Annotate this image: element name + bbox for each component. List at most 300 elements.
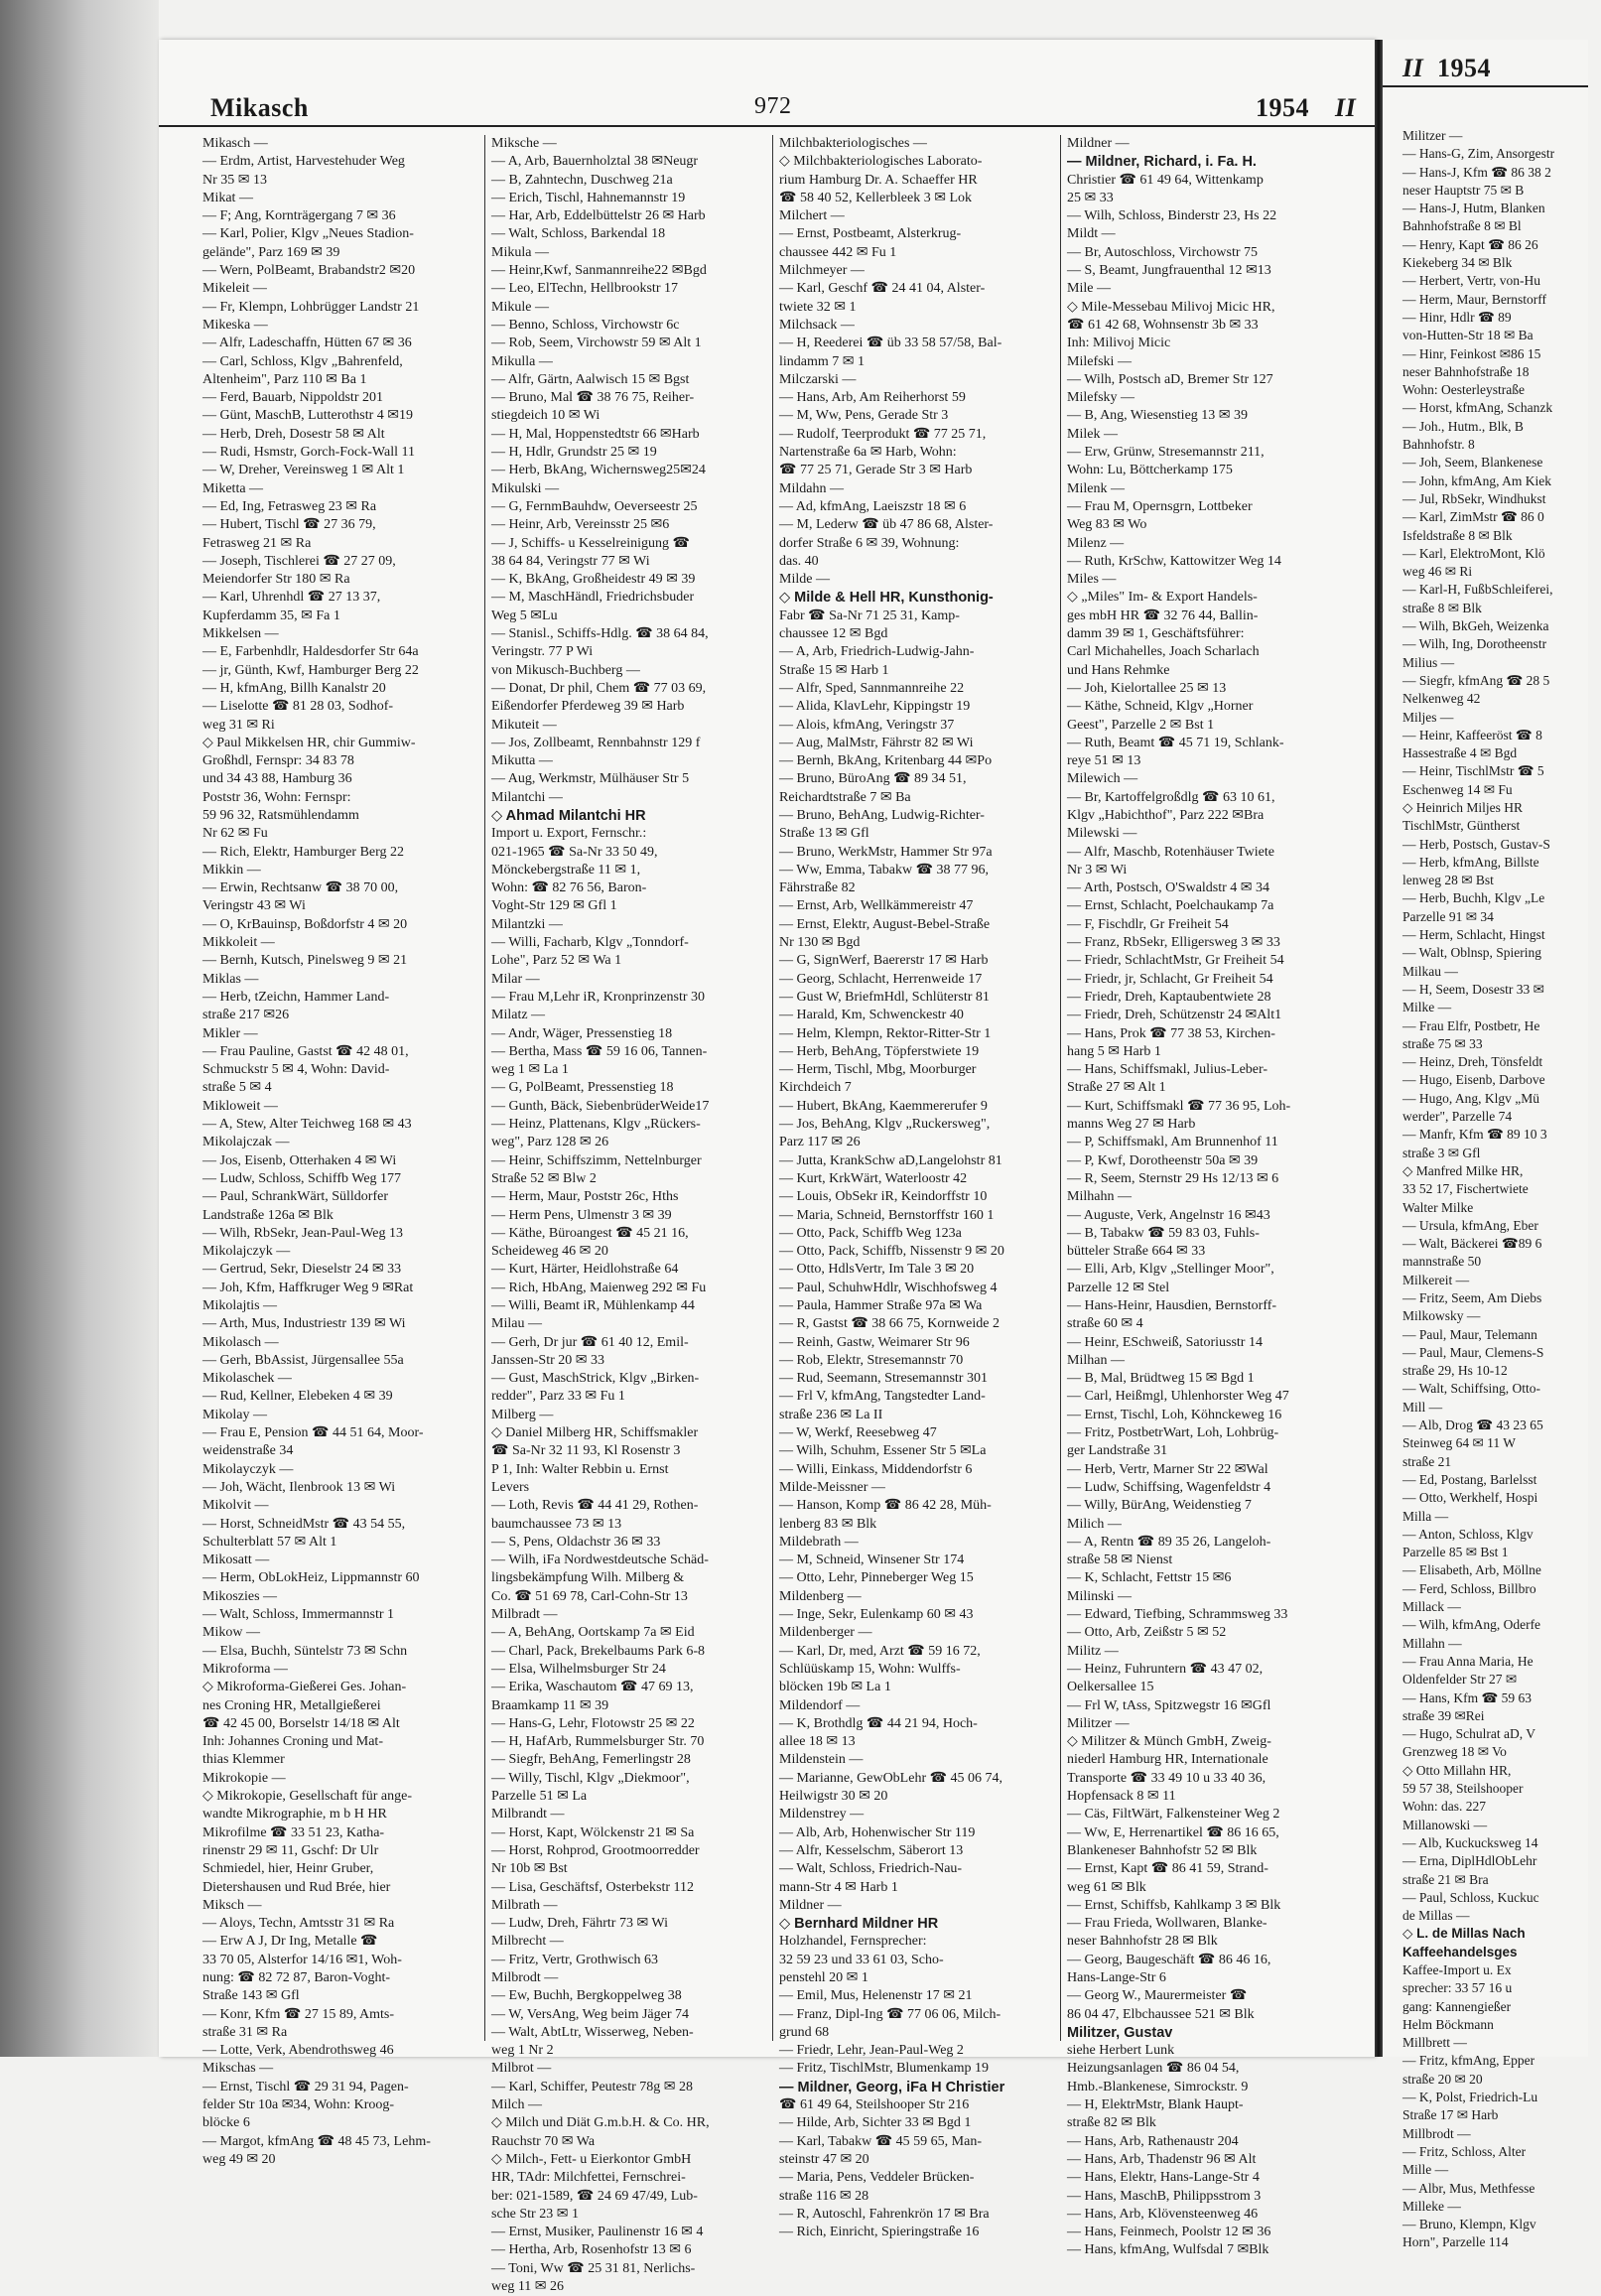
entry-line: Straße 15 ✉ Harb 1: [779, 662, 889, 678]
next-entry-line: — Ursula, kfmAng, Eber: [1402, 1217, 1538, 1233]
entry-line: Milbrodt —: [491, 1969, 559, 1985]
entry-line: Milek —: [1067, 426, 1118, 442]
next-entry-line: Milleke —: [1402, 2198, 1461, 2214]
next-entry-line: Wohn: das. 227: [1402, 1799, 1487, 1815]
entry-line: lenberg 83 ✉ Blk: [779, 1516, 877, 1532]
entry-line: — Käthe, Schneid, Klgv „Horner: [1067, 699, 1254, 715]
entry-line: — Friedr, Lehr, Jean-Paul-Weg 2: [779, 2043, 964, 2059]
entry-line: Fetrasweg 21 ✉ Ra: [202, 535, 312, 551]
next-entry-line: Millahn —: [1402, 1635, 1462, 1651]
entry-line: — A, BehAng, Oortskamp 7a ✉ Eid: [491, 1625, 695, 1641]
entry-line: — Inge, Sekr, Eulenkamp 60 ✉ 43: [779, 1607, 974, 1623]
entry-line: Milde —: [779, 572, 830, 588]
next-entry-line: — Frau Elfr, Postbetr, He: [1402, 1017, 1540, 1033]
entry-line: Mikolasch —: [202, 1334, 279, 1350]
next-entry-line: — Karl, ZimMstr ☎ 86 0: [1402, 509, 1544, 525]
entry-line: — Ludw, Schiffsing, Wagenfeldstr 4: [1067, 1479, 1271, 1495]
entry-line: Braamkamp 11 ✉ 39: [491, 1697, 609, 1713]
entry-line: — Alb, Arb, Hohenwischer Str 119: [779, 1824, 976, 1840]
entry-line: — Ed, Ing, Fetrasweg 23 ✉ Ra: [202, 498, 377, 514]
entry-line: — Georg, Baugeschäft ☎ 86 46 16,: [1067, 1952, 1271, 1967]
entry-line: Landstraße 126a ✉ Blk: [202, 1207, 334, 1223]
entry-line: — Br, Autoschloss, Virchowstr 75: [1067, 244, 1259, 260]
next-entry-line: straße 29, Hs 10-12: [1402, 1363, 1508, 1379]
next-year-label: 1954: [1437, 54, 1491, 82]
entry-line: — Rudi, Hsmstr, Gorch-Fock-Wall 11: [202, 445, 415, 461]
entry-line: — K, BkAng, Großheidestr 49 ✉ 39: [491, 572, 696, 588]
entry-line: Straße 13 ✉ Gfl: [779, 826, 869, 842]
entry-line: — Karl, Polier, Klgv „Neues Stadion-: [202, 226, 414, 242]
entry-line: — Fritz, TischlMstr, Blumenkamp 19: [779, 2061, 990, 2077]
next-entry-line: Militzer —: [1402, 128, 1463, 143]
next-entry-line: ◇ Heinrich Miljes HR: [1402, 799, 1523, 815]
entry-line: rium Hamburg Dr. A. Schaeffer HR: [779, 172, 978, 188]
column-3: [772, 135, 1060, 2240]
entry-line: 32 59 23 und 33 61 03, Scho-: [779, 1952, 944, 1967]
entry-line: straße 82 ✉ Blk: [1067, 2115, 1156, 2131]
entry-line: — Harald, Km, Schwenckestr 40: [779, 1008, 964, 1023]
entry-line: Miksch —: [202, 1897, 262, 1913]
entry-line: Mikule —: [491, 299, 549, 315]
entry-line: Lohe", Parz 52 ✉ Wa 1: [491, 953, 622, 969]
entry-line: — Friedr, SchlachtMstr, Gr Freiheit 54: [1067, 953, 1284, 969]
entry-line: sche Str 23 ✉ 1: [491, 2206, 579, 2222]
entry-line: Veringstr. 77 P Wi: [491, 644, 594, 660]
entry-line: 33 70 05, Alsterfor 14/16 ✉1, Woh-: [202, 1952, 402, 1967]
entry-line: — Frl W, tAss, Spitzwegstr 16 ✉Gfl: [1067, 1697, 1271, 1713]
next-entry-line: TischlMstr, Güntherst: [1402, 818, 1521, 834]
next-entry-line: — Horst, kfmAng, Schanzk: [1402, 400, 1553, 416]
entry-line: — H, ElektrMstr, Blank Haupt-: [1067, 2097, 1244, 2113]
entry-line: — Willi, Facharb, Klgv „Tonndorf-: [491, 935, 689, 951]
entry-line: — Stanisl., Schiffs-Hdlg. ☎ 38 64 84,: [491, 626, 709, 642]
entry-line: — K, Brothdlg ☎ 44 21 94, Hoch-: [779, 1715, 978, 1731]
next-entry-line: Milkereit —: [1402, 1272, 1470, 1287]
entry-line: Nr 10b ✉ Bst: [491, 1861, 568, 1877]
next-entry-line: Parzelle 91 ✉ 34: [1402, 908, 1494, 924]
entry-line: Milhan —: [1067, 1352, 1125, 1368]
entry-line: — Har, Arb, Eddelbüttelstr 26 ✉ Harb: [491, 208, 706, 224]
entry-line: — Emil, Mus, Helenenstr 17 ✉ 21: [779, 1988, 973, 2004]
next-entry-line: Millanowski —: [1402, 1817, 1488, 1832]
entry-line: — Lisa, Geschäftsf, Osterbekstr 112: [491, 1879, 694, 1895]
entry-line: Milchsack —: [779, 317, 855, 333]
entry-line: Milantzki —: [491, 916, 563, 932]
entry-line: — Jutta, KrankSchw aD,Langelohstr 81: [779, 1152, 1002, 1168]
entry-line: — Wilh, iFa Nordwestdeutsche Schäd-: [491, 1553, 709, 1568]
entry-line: Rauchstr 70 ✉ Wa: [491, 2133, 596, 2149]
entry-line: Milewski —: [1067, 826, 1137, 842]
entry-line: hang 5 ✉ Harb 1: [1067, 1043, 1161, 1059]
entry-line: — Elsa, Wilhelmsburger Str 24: [491, 1661, 666, 1677]
entry-line: — Horst, Rohprod, Grootmoorredder: [491, 1842, 700, 1858]
entry-line: — Benno, Schloss, Virchowstr 6c: [491, 317, 680, 333]
entry-line: — J, Schiffs- u Kesselreinigung ☎: [491, 535, 690, 551]
next-entry-line: — Walt, Oblnsp, Spiering: [1402, 945, 1542, 961]
entry-line: Altenheim", Parz 110 ✉ Ba 1: [202, 371, 367, 387]
entry-line: twiete 32 ✉ 1: [779, 299, 857, 315]
next-entry-line: ◇ L. de Millas Nach: [1402, 1926, 1526, 1942]
entry-line: wandte Mikrographie, m b H HR: [202, 1807, 387, 1823]
entry-line: ◇ Daniel Milberg HR, Schiffsmakler: [491, 1425, 699, 1441]
entry-line: — Otto, Arb, Zeißstr 5 ✉ 52: [1067, 1625, 1227, 1641]
entry-line: — Otto, Pack, Schiffb, Nissenstr 9 ✉ 20: [779, 1244, 1004, 1260]
entry-line: — Aug, MalMstr, Fährstr 82 ✉ Wi: [779, 735, 974, 750]
entry-line: Parzelle 51 ✉ La: [491, 1789, 588, 1805]
entry-line: — Hans, Elektr, Hans-Lange-Str 4: [1067, 2170, 1260, 2186]
entry-line: blöcke 6: [202, 2115, 250, 2131]
entry-line: — Frau M, Opernsgrn, Lottbeker: [1067, 498, 1253, 514]
entry-line: — W, Dreher, Vereinsweg 1 ✉ Alt 1: [202, 463, 405, 478]
entry-line: ◇ „Miles" Im- & Export Handels-: [1067, 590, 1258, 606]
entry-line: — Alfr, Ladeschaffn, Hütten 67 ✉ 36: [202, 336, 412, 351]
entry-line: siehe Herbert Lunk: [1067, 2043, 1175, 2059]
entry-line: Parzelle 12 ✉ Stel: [1067, 1280, 1170, 1295]
entry-line: — Ernst, Schiffsb, Kahlkamp 3 ✉ Blk: [1067, 1897, 1281, 1913]
next-entry-line: — K, Polst, Friedrich-Lu: [1402, 2090, 1538, 2105]
entry-line: — R, Gastst ☎ 38 66 75, Kornweide 2: [779, 1316, 1000, 1332]
entry-line: Mikolajtis —: [202, 1298, 278, 1313]
next-entry-line: mannstraße 50: [1402, 1254, 1482, 1270]
entry-line: — Friedr, Dreh, Kaptaubentwiete 28: [1067, 989, 1271, 1005]
next-entry-line: — Joh, Seem, Blankenese: [1402, 455, 1543, 471]
next-entry-line: straße 8 ✉ Blk: [1402, 600, 1482, 615]
next-entry-line: werder", Parzelle 74: [1402, 1109, 1513, 1125]
next-entry-line: — Heinz, Dreh, Tönsfeldt: [1402, 1054, 1543, 1070]
entry-line: — B, Tabakw ☎ 59 83 03, Fuhls-: [1067, 1225, 1260, 1241]
entry-line: Miklas —: [202, 971, 259, 987]
entry-line: Milenk —: [1067, 480, 1125, 496]
entry-line: — Bruno, BehAng, Ludwig-Richter-: [779, 807, 985, 823]
entry-line: — Andr, Wäger, Pressenstieg 18: [491, 1025, 673, 1041]
entry-line: Mikrokopie —: [202, 1770, 286, 1786]
entry-line: — Wern, PolBeamt, Brabandstr2 ✉20: [202, 263, 416, 279]
entry-line: Mikulski —: [491, 480, 560, 496]
entry-line: manns Weg 27 ✉ Harb: [1067, 1117, 1196, 1133]
next-entry-line: von-Hutten-Str 18 ✉ Ba: [1402, 328, 1534, 343]
entry-line: weg 31 ✉ Ri: [202, 717, 275, 733]
entry-line: straße 60 ✉ 4: [1067, 1316, 1143, 1332]
next-entry-line: Milkau —: [1402, 963, 1458, 979]
entry-line: — Mildner, Georg, iFa H Christier: [779, 2079, 1005, 2095]
entry-line: und Hans Rehmke: [1067, 662, 1170, 678]
entry-line: — Helm, Klempn, Rektor-Ritter-Str 1: [779, 1025, 992, 1041]
entry-line: Holzhandel, Fernsprecher:: [779, 1934, 927, 1950]
entry-line: — Paula, Hammer Straße 97a ✉ Wa: [779, 1298, 983, 1313]
entry-line: Straße 52 ✉ Blw 2: [491, 1170, 597, 1186]
entry-line: Mikolay —: [202, 1407, 267, 1422]
next-header-rule: [1383, 85, 1588, 87]
entry-line: — A, Stew, Alter Teichweg 168 ✉ 43: [202, 1117, 412, 1133]
entry-line: 38 64 84, Veringstr 77 ✉ Wi: [491, 553, 650, 569]
entry-line: gelände", Parz 169 ✉ 39: [202, 244, 340, 260]
entry-line: Geest", Parzelle 2 ✉ Bst 1: [1067, 717, 1215, 733]
entry-line: — Herm Pens, Ulmenstr 3 ✉ 39: [491, 1207, 672, 1223]
entry-line: Milar —: [491, 971, 540, 987]
entry-line: — A, Rentn ☎ 89 35 26, Langeloh-: [1067, 1534, 1271, 1550]
entry-line: redder", Parz 33 ✉ Fu 1: [491, 1389, 625, 1405]
entry-line: — Ad, kfmAng, Laeiszstr 18 ✉ 6: [779, 498, 967, 514]
next-entry-line: Bahnhofstr. 8: [1402, 437, 1475, 453]
entry-line: — Jos, BehAng, Klgv „Ruckersweg",: [779, 1117, 991, 1133]
entry-line: — Erdm, Artist, Harvestehuder Weg: [202, 154, 405, 170]
entry-line: Fabr ☎ Sa-Nr 71 25 31, Kamp-: [779, 608, 960, 623]
entry-line: — Bertha, Mass ☎ 59 16 06, Tannen-: [491, 1043, 708, 1059]
entry-line: — Ernst, Kapt ☎ 86 41 59, Strand-: [1067, 1861, 1268, 1877]
entry-line: — Br, Kartoffelgroßdlg ☎ 63 10 61,: [1067, 789, 1275, 805]
entry-line: — Hans, kfmAng, Wulfsdal 7 ✉Blk: [1067, 2242, 1269, 2258]
entry-line: Kupferdamm 35, ✉ Fa 1: [202, 608, 340, 623]
entry-line: straße 217 ✉26: [202, 1008, 290, 1023]
next-entry-line: — Herm, Schlacht, Hingst: [1402, 927, 1545, 943]
entry-line: thias Klemmer: [202, 1752, 285, 1768]
entry-line: — Leo, ElTechn, Hellbrookstr 17: [491, 281, 678, 297]
entry-line: Milich —: [1067, 1516, 1122, 1532]
next-entry-line: — Hinr, Feinkost ✉86 15: [1402, 345, 1541, 361]
entry-line: Milantchi —: [491, 789, 563, 805]
entry-line: — Bernh, Kutsch, Pinelsweg 9 ✉ 21: [202, 953, 408, 969]
entry-line: Weg 5 ✉Lu: [491, 608, 558, 623]
next-entry-line: — Walt, Schiffsing, Otto-: [1402, 1381, 1541, 1397]
entry-line: ☎ 58 40 52, Kellerbleek 3 ✉ Lok: [779, 190, 973, 205]
entry-line: — Ernst, Schlacht, Poelchaukamp 7a: [1067, 898, 1274, 914]
next-entry-line: — Frau Anna Maria, He: [1402, 1653, 1534, 1669]
entry-line: — Günt, MaschB, Lutterothstr 4 ✉19: [202, 408, 413, 424]
next-entry-line: — John, kfmAng, Am Kiek: [1402, 473, 1551, 488]
entry-line: — Jos, Eisenb, Otterhaken 4 ✉ Wi: [202, 1152, 397, 1168]
entry-line: rinenstr 29 ✉ 11, Gschf: Dr Ulr: [202, 1842, 379, 1858]
next-entry-line: Kaffeehandelsges: [1402, 1944, 1518, 1959]
entry-line: — Bernh, BkAng, Kritenbarg 44 ✉Po: [779, 753, 993, 769]
entry-line: — Karl, Schiffer, Peutestr 78g ✉ 28: [491, 2079, 693, 2094]
entry-line: straße 58 ✉ Nienst: [1067, 1553, 1173, 1568]
next-entry-line: — Hinr, Hdlr ☎ 89: [1402, 309, 1512, 325]
entry-line: — H, HafArb, Rummelsburger Str. 70: [491, 1734, 705, 1750]
entry-line: Milbradt —: [491, 1607, 558, 1623]
entry-line: ger Landstraße 31: [1067, 1443, 1168, 1459]
entry-line: Milch —: [491, 2097, 542, 2113]
next-entry-line: — Herm, Maur, Bernstorff: [1402, 291, 1547, 307]
entry-line: — Otto, HdlsVertr, Im Tale 3 ✉ 20: [779, 1262, 975, 1278]
entry-line: von Mikusch-Buchberg —: [491, 662, 640, 678]
entry-line: — Joh, Kielortallee 25 ✉ 13: [1067, 680, 1227, 696]
entry-line: — Arth, Mus, Industriestr 139 ✉ Wi: [202, 1316, 406, 1332]
entry-line: — Edward, Tiefbing, Schrammsweg 33: [1067, 1607, 1288, 1623]
entry-line: Inh: Johannes Croning und Mat-: [202, 1734, 383, 1750]
entry-line: — Franz, Dipl-Ing ☎ 77 06 06, Milch-: [779, 2006, 1001, 2022]
entry-line: Mikolajczyk —: [202, 1244, 291, 1260]
entry-line: Heilwigstr 30 ✉ 20: [779, 1789, 888, 1805]
entry-line: — Ludw, Schloss, Schiffb Weg 177: [202, 1170, 402, 1186]
entry-line: — Rud, Seemann, Stresemannstr 301: [779, 1371, 988, 1387]
entry-line: Schmiedel, hier, Heinr Gruber,: [202, 1861, 374, 1877]
entry-line: Hopfensack 8 ✉ 11: [1067, 1789, 1176, 1805]
entry-line: Straße 27 ✉ Alt 1: [1067, 1080, 1166, 1096]
entry-line: Mikosatt —: [202, 1553, 270, 1568]
entry-line: — Aloys, Techn, Amtsstr 31 ✉ Ra: [202, 1916, 395, 1932]
entry-line: Milbrath —: [491, 1897, 558, 1913]
entry-line: Janssen-Str 20 ✉ 33: [491, 1352, 605, 1368]
next-entry-line: — Jul, RbSekr, Windhukst: [1402, 490, 1546, 506]
entry-line: Mikkelsen —: [202, 626, 279, 642]
entry-line: Mikoszies —: [202, 1588, 278, 1604]
next-entry-line: Milkowsky —: [1402, 1308, 1481, 1324]
entry-line: — Loth, Revis ☎ 44 41 29, Rothen-: [491, 1498, 699, 1514]
entry-line: Milbrecht —: [491, 1934, 564, 1950]
entry-line: — Paul, SchrankWärt, Sülldorfer: [202, 1189, 389, 1205]
entry-line: — Hilde, Arb, Sichter 33 ✉ Bgd 1: [779, 2115, 972, 2131]
entry-line: — Hubert, Tischl ☎ 27 36 79,: [202, 517, 376, 533]
next-entry-line: — Heinr, Kaffeeröst ☎ 8: [1402, 727, 1542, 743]
entry-line: Großhdl, Fernspr: 34 83 78: [202, 753, 354, 769]
next-entry-line: — Paul, Maur, Clemens-S: [1402, 1344, 1544, 1360]
next-entry-line: lenweg 28 ✉ Bst: [1402, 873, 1494, 888]
entry-line: Milchbakteriologisches —: [779, 136, 927, 151]
next-entry-line: Kiekeberg 34 ✉ Blk: [1402, 255, 1513, 271]
entry-line: allee 18 ✉ 13: [779, 1734, 856, 1750]
entry-line: — Karl, Uhrenhdl ☎ 27 13 37,: [202, 590, 381, 606]
next-entry-line: — Fritz, kfmAng, Epper: [1402, 2053, 1535, 2069]
entry-line: — Liselotte ☎ 81 28 03, Sodhof-: [202, 699, 394, 715]
entry-line: weidenstraße 34: [202, 1443, 294, 1459]
entry-line: — Herb, BehAng, Töpferstwiete 19: [779, 1043, 980, 1059]
entry-line: Mikeleit —: [202, 281, 267, 297]
entry-line: Milinski —: [1067, 1588, 1132, 1604]
entry-line: ◇ Mile-Messebau Milivoj Micic HR,: [1067, 299, 1275, 315]
next-entry-line: — Hugo, Ang, Klgv „Mü: [1402, 1090, 1539, 1106]
entry-line: — S, Pens, Oldachstr 36 ✉ 33: [491, 1534, 661, 1550]
entry-line: — Rob, Elektr, Stresemannstr 70: [779, 1352, 964, 1368]
entry-line: — B, Zahntechn, Duschweg 21a: [491, 172, 673, 188]
entry-line: Transporte ☎ 33 49 10 u 33 40 36,: [1067, 1770, 1267, 1786]
entry-line: Mildt —: [1067, 226, 1116, 242]
entry-line: — Friedr, Dreh, Schützenstr 24 ✉Alt1: [1067, 1008, 1282, 1023]
entry-line: — Alfr, Sped, Sannmannreihe 22: [779, 680, 965, 696]
entry-line: 021-1965 ☎ Sa-Nr 33 50 49,: [491, 844, 658, 860]
entry-line: lindamm 7 ✉ 1: [779, 353, 866, 369]
entry-line: Meiendorfer Str 180 ✉ Ra: [202, 572, 350, 588]
entry-line: — Rob, Seem, Virchowstr 59 ✉ Alt 1: [491, 336, 702, 351]
entry-line: Hans-Lange-Str 6: [1067, 1969, 1166, 1985]
next-entry-line: — Manfr, Kfm ☎ 89 10 3: [1402, 1127, 1547, 1143]
entry-line: — Maria, Schneid, Bernstorffstr 160 1: [779, 1207, 995, 1223]
entry-line: — Rich, Einricht, Spieringstraße 16: [779, 2225, 980, 2240]
next-entry-line: — Hans-J, Hutm, Blanken: [1402, 201, 1545, 216]
entry-line: Miles —: [1067, 572, 1117, 588]
entry-line: — Mildner, Richard, i. Fa. H.: [1067, 154, 1257, 171]
entry-line: — Wilh, Schloss, Binderstr 23, Hs 22: [1067, 208, 1277, 224]
entry-line: — Herm, Maur, Poststr 26c, Hths: [491, 1189, 679, 1205]
entry-line: Blankeneser Bahnhofstr 52 ✉ Blk: [1067, 1842, 1258, 1858]
next-volume-label: II: [1402, 54, 1424, 82]
entry-line: felder Str 10a ✉34, Wohn: Kroog-: [202, 2097, 395, 2113]
entry-line: Wohn: Lu, Böttcherkamp 175: [1067, 463, 1233, 478]
entry-line: Mile —: [1067, 281, 1111, 297]
entry-line: Militzer, Gustav: [1067, 2024, 1173, 2041]
entry-line: Mildebrath —: [779, 1534, 859, 1550]
entry-line: Mikschas —: [202, 2061, 274, 2077]
entry-line: — Kurt, Härter, Heidlohstraße 64: [491, 1262, 679, 1278]
next-entry-line: de Millas —: [1402, 1908, 1470, 1924]
entry-line: — Frau E, Pension ☎ 44 51 64, Moor-: [202, 1425, 424, 1441]
directory-page: [159, 40, 1375, 2295]
entry-line: Nr 130 ✉ Bgd: [779, 935, 861, 951]
entry-line: Mikler —: [202, 1025, 258, 1041]
next-entry-line: — Heinr, TischlMstr ☎ 5: [1402, 763, 1544, 779]
entry-line: Milatz —: [491, 1008, 546, 1023]
entry-line: — Heinr, Arb, Vereinsstr 25 ✉6: [491, 517, 670, 533]
next-entry-line: Millbrett —: [1402, 2035, 1467, 2051]
next-entry-line: straße 39 ✉Rei: [1402, 1707, 1485, 1723]
next-entry-line: — Elisabeth, Arb, Möllne: [1402, 1562, 1541, 1578]
entry-line: Milhahn —: [1067, 1189, 1132, 1205]
entry-line: Kirchdeich 7: [779, 1080, 852, 1096]
entry-line: — H, kfmAng, Billh Kanalstr 20: [202, 680, 386, 696]
entry-line: weg 1 Nr 2: [491, 2043, 554, 2059]
next-entry-line: Straße 17 ✉ Harb: [1402, 2107, 1499, 2123]
next-entry-line: — Bruno, Klempn, Klgv: [1402, 2217, 1536, 2232]
entry-line: — G, SignWerf, Baererstr 17 ✉ Harb: [779, 953, 989, 969]
entry-line: Mikat —: [202, 190, 253, 205]
next-entry-line: — Wilh, BkGeh, Weizenka: [1402, 618, 1549, 634]
entry-line: — Frau Frieda, Wollwaren, Blanke-: [1067, 1916, 1267, 1932]
entry-line: Schmuckstr 5 ✉ 4, Wohn: David-: [202, 1062, 390, 1078]
entry-line: — Frau M,Lehr iR, Kronprinzenstr 30: [491, 989, 706, 1005]
entry-line: Hmb.-Blankenese, Simrockstr. 9: [1067, 2079, 1249, 2094]
entry-line: — Paul, SchuhwHdlr, Wischhofsweg 4: [779, 1280, 998, 1295]
entry-line: — Bruno, Mal ☎ 38 76 75, Reiher-: [491, 390, 695, 406]
entry-line: — Franz, RbSekr, Elligersweg 3 ✉ 33: [1067, 935, 1280, 951]
entry-line: niederl Hamburg HR, Internationale: [1067, 1752, 1268, 1768]
entry-line: — Cäs, FiltWärt, Falkensteiner Weg 2: [1067, 1807, 1280, 1823]
next-entry-line: Helm Böckmann: [1402, 2016, 1494, 2032]
entry-line: Heizungsanlagen ☎ 86 04 54,: [1067, 2061, 1240, 2077]
next-entry-line: — Herbert, Vertr, von-Hu: [1402, 273, 1541, 289]
next-entry-line: gang: Kannengießer: [1402, 1998, 1512, 2014]
entry-line: — O, KrBauinsp, Boßdorfstr 4 ✉ 20: [202, 916, 408, 932]
entry-line: Milenz —: [1067, 535, 1125, 551]
next-entry-line: Millack —: [1402, 1599, 1461, 1615]
entry-line: — Donat, Dr phil, Chem ☎ 77 03 69,: [491, 680, 707, 696]
entry-line: Schulterblatt 57 ✉ Alt 1: [202, 1534, 337, 1550]
entry-line: — Herm, Tischl, Mbg, Moorburger: [779, 1062, 977, 1078]
next-entry-line: straße 75 ✉ 33: [1402, 1035, 1483, 1051]
entry-line: — M, Schneid, Winsener Str 174: [779, 1553, 965, 1568]
entry-line: — H, Mal, Hoppenstedtstr 66 ✉Harb: [491, 426, 700, 442]
entry-line: — F; Ang, Kornträgergang 7 ✉ 36: [202, 208, 396, 224]
entry-line: — Erika, Waschautom ☎ 47 69 13,: [491, 1680, 694, 1695]
next-entry-line: — Hugo, Schulrat aD, V: [1402, 1726, 1535, 1742]
entry-line: — Marianne, GewObLehr ☎ 45 06 74,: [779, 1770, 1003, 1786]
next-entry-line: — Paul, Maur, Telemann: [1402, 1326, 1537, 1342]
entry-line: Weg 83 ✉ Wo: [1067, 517, 1147, 533]
entry-line: dorfer Straße 6 ✉ 39, Wohnung:: [779, 535, 960, 551]
entry-line: — S, Beamt, Jungfrauenthal 12 ✉13: [1067, 263, 1271, 279]
entry-line: ◇ Milch und Diät G.m.b.H. & Co. HR,: [491, 2115, 710, 2131]
column-2: [484, 135, 772, 2295]
entry-line: — Ernst, Musiker, Paulinenstr 16 ✉ 4: [491, 2225, 704, 2240]
next-entry-line: straße 20 ✉ 20: [1402, 2071, 1483, 2087]
next-entry-line: Mille —: [1402, 2162, 1449, 2178]
entry-line: — Karl, Geschf ☎ 24 41 04, Alster-: [779, 281, 986, 297]
next-entry-line: Oldenfelder Str 27 ✉: [1402, 1672, 1518, 1688]
next-entry-line: — Alb, Kuckucksweg 14: [1402, 1834, 1538, 1850]
next-entry-line: — Ed, Postang, Barlelsst: [1402, 1471, 1537, 1487]
entry-line: Scheideweg 46 ✉ 20: [491, 1244, 608, 1260]
entry-line: — Karl, Tabakw ☎ 45 59 65, Man-: [779, 2133, 982, 2149]
entry-line: — Ernst, Postbeamt, Alsterkrug-: [779, 226, 962, 242]
entry-line: chaussee 12 ✉ Bgd: [779, 626, 888, 642]
